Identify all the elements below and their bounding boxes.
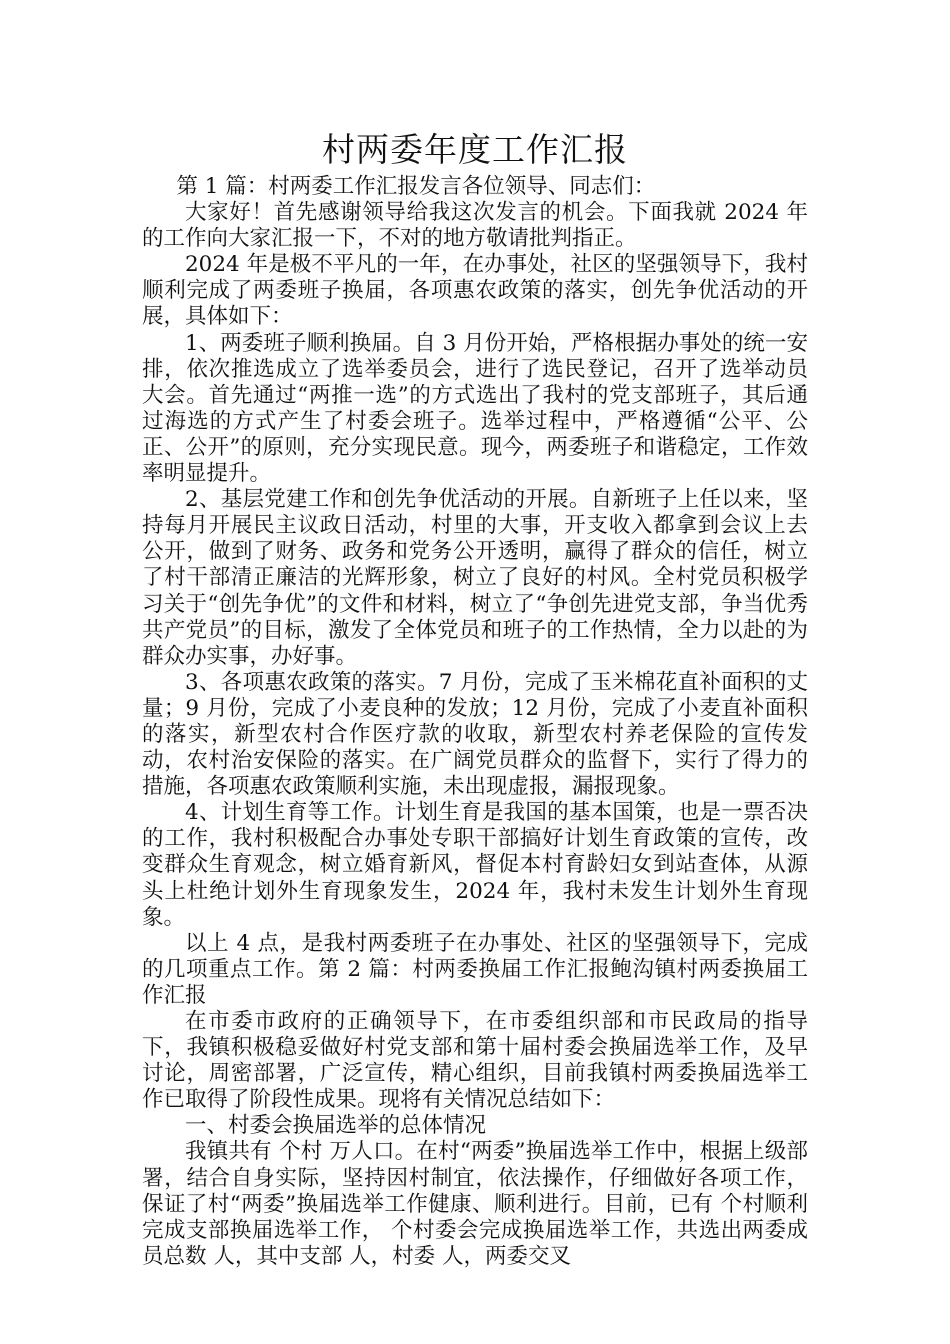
paragraph: 4、计划生育等工作。计划生育是我国的基本国策，也是一票否决的工作，我村积极配合办事处专职干部搞好计划生育政策的宣传，改变群众生育观念，树立婚育新风，督促本村育龄妇女到站查体，从源头上杜绝计划外生育现象发生，2024 年，我村未发生计划外生育现象。: [142, 800, 808, 930]
paragraph: 大家好！首先感谢领导给我这次发言的机会。下面我就 2024 年的工作向大家汇报一下，不对的地方敬请批判指正。: [142, 200, 808, 252]
document-title: 村两委年度工作汇报: [322, 130, 628, 169]
section-heading: 一、村委会换届选举的总体情况: [185, 1113, 487, 1139]
paragraph: 以上 4 点，是我村两委班子在办事处、社区的坚强领导下，完成的几项重点工作。第 2 篇：村两委换届工作汇报鲍沟镇村两委换届工作汇报: [142, 930, 808, 1008]
paragraph: 3、各项惠农政策的落实。7 月份，完成了玉米棉花直补面积的丈量；9 月份，完成了小麦良种的发放；12 月份，完成了小麦直补面积的落实，新型农村合作医疗款的收取，新型农村养老保险的宣传发动，农村治安保险的落实。在广阔党员群众的监督下，实行了得力的措施，各项惠农政策顺利实施，未出现虚报，漏报现象。: [142, 669, 808, 800]
paragraph: 1、两委班子顺利换届。自 3 月份开始，严格根据办事处的统一安排，依次推选成立了选举委员会，进行了选民登记，召开了选举动员大会。首先通过“两推一选”的方式选出了我村的党支部班子，其后通过海选的方式产生了村委会班子。选举过程中，严格遵循“公平、公正、公开”的原则，充分实现民意。现今，两委班子和谐稳定，工作效率明显提升。: [142, 330, 808, 487]
document-body: [142, 174, 808, 1270]
paragraph: 在市委市政府的正确领导下，在市委组织部和市民政局的指导下，我镇积极稳妥做好村党支部和第十届村委会换届选举工作，及早讨论，周密部署，广泛宣传，精心组织，目前我镇村两委换届选举工作已取得了阶段性成果。现将有关情况总结如下：: [142, 1009, 808, 1113]
paragraph: 我镇共有 个村 万人口。在村“两委”换届选举工作中，根据上级部署，结合自身实际，坚持因村制宜，依法操作，仔细做好各项工作，保证了村“两委”换届选举工作健康、顺利进行。目前，已有 个村顺利完成支部换届选举工作， 个村委会完成换届选举工作，共选出两委成员总数 人，其中支部 人，村委 人，两委交叉: [142, 1139, 808, 1269]
paragraph-heading-1: 第 1 篇：村两委工作汇报发言各位领导、同志们：: [176, 174, 656, 199]
paragraph: 2024 年是极不平凡的一年，在办事处，社区的坚强领导下，我村顺利完成了两委班子换届，各项惠农政策的落实，创先争优活动的开展，具体如下：: [142, 252, 808, 330]
paragraph: 2、基层党建工作和创先争优活动的开展。自新班子上任以来，坚持每月开展民主议政日活动，村里的大事，开支收入都拿到会议上去公开，做到了财务、政务和党务公开透明，赢得了群众的信任，树立了村干部清正廉洁的光辉形象，树立了良好的村风。全村党员积极学习关于“创先争优”的文件和材料，树立了“争创先进党支部，争当优秀共产党员”的目标，激发了全体党员和班子的工作热情，全力以赴的为群众办实事，办好事。: [142, 487, 808, 669]
